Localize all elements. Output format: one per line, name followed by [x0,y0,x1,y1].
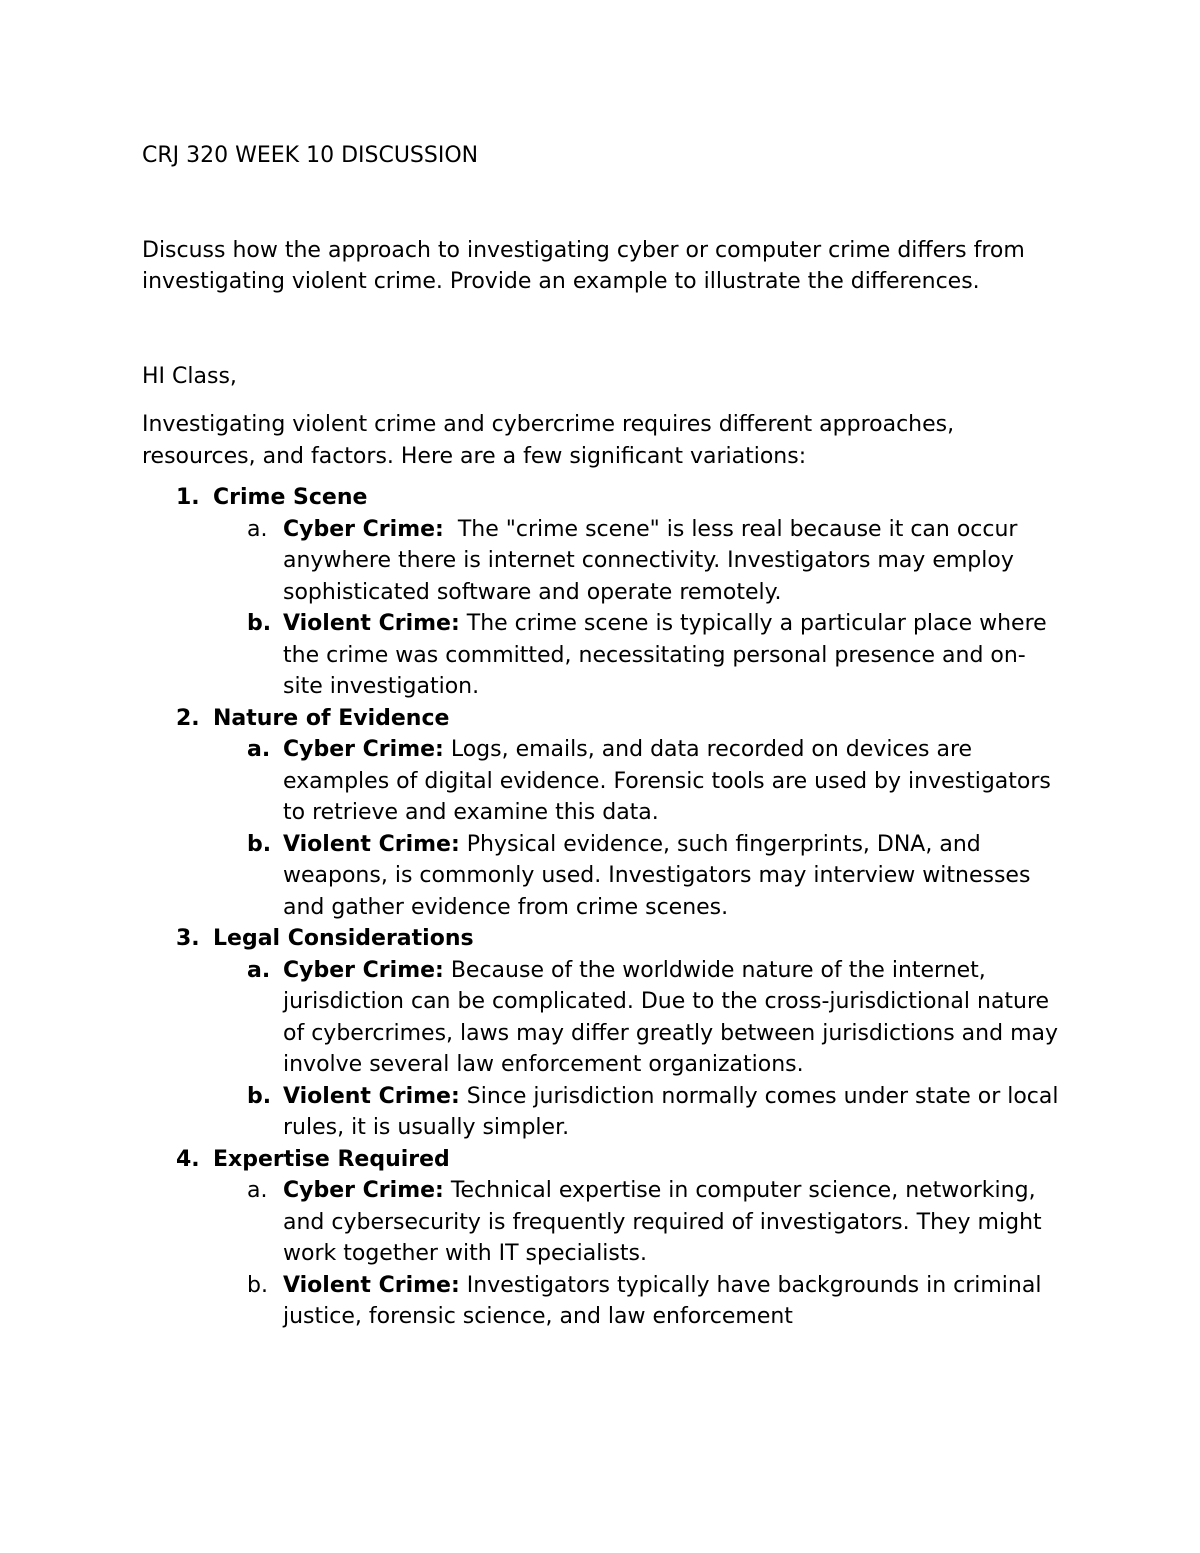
sub-item-letter: b. [247,611,272,636]
section-number: 1. [176,485,200,510]
intro-paragraph: Investigating violent crime and cybercrime requires different approaches, resources, and factors. Here are a few significant variations: [142,412,955,469]
document-page [142,140,1062,1333]
sub-item-text: Logs, emails, and data recorded on devices are examples of digital evidence. Forensic tools are used by investigators to retrieve and examine this data. [283,737,1051,825]
discussion-prompt: Discuss how the approach to investigating cyber or computer crime differs from investigating violent crime. Provide an example to illustrate the differences. [142,237,1025,294]
sub-item-violent-crime [213,1270,1062,1333]
sub-list [213,514,1062,703]
sub-item-text: Investigators typically have backgrounds in criminal justice, forensic science, and law enforcement [283,1272,1042,1329]
sub-item-label: Violent Crime: [283,1272,460,1298]
section-number: 3. [176,926,200,951]
sub-item-label: Cyber Crime: [283,516,444,542]
sub-list [213,734,1062,923]
sub-item-violent-crime [213,1081,1062,1144]
sub-item-text: Technical expertise in computer science, networking, and cybersecurity is frequently required of investigators. They might work together with IT specialists. [283,1178,1042,1266]
sub-item-cyber-crime [213,955,1062,1081]
sub-item-cyber-crime [213,1175,1062,1270]
sub-item-letter: b. [247,1272,268,1298]
sub-item-cyber-crime [213,734,1062,829]
sub-item-violent-crime [213,829,1062,924]
section-expertise-required [142,1144,1062,1333]
sub-item-letter: a. [247,737,271,762]
sub-item-letter: a. [247,957,271,983]
sub-item-letter: b. [247,1083,272,1109]
section-legal-considerations [142,923,1062,1144]
sub-item-violent-crime [213,608,1062,703]
sub-item-label: Cyber Crime: [283,1178,444,1203]
greeting: HI Class, [142,363,237,389]
sub-item-label: Cyber Crime: [283,957,444,983]
sub-item-letter: a. [247,1178,268,1203]
comparison-list [142,482,1062,1333]
section-heading: Nature of Evidence [213,705,450,731]
section-heading: Legal Considerations [213,926,474,951]
sub-item-label: Violent Crime: [283,611,460,636]
sub-item-cyber-crime [213,514,1062,609]
section-number: 2. [176,705,200,731]
section-nature-of-evidence [142,703,1062,924]
sub-item-letter: b. [247,831,272,857]
sub-item-text: Since jurisdiction normally comes under state or local rules, it is usually simpler. [283,1083,1059,1140]
sub-item-label: Violent Crime: [283,831,460,857]
section-heading: Expertise Required [213,1146,450,1172]
sub-item-label: Cyber Crime: [283,737,444,762]
sub-item-letter: a. [247,516,268,542]
section-heading: Crime Scene [213,485,368,510]
section-crime-scene [142,482,1062,703]
section-number: 4. [176,1146,200,1172]
sub-item-text: Because of the worldwide nature of the internet, jurisdiction can be complicated. Due to the cross-jurisdictional nature of cybercrimes, laws may differ greatly between jurisdictions and may involve several law enforcement organizations. [283,957,1058,1077]
sub-item-text: The "crime scene" is less real because it can occur anywhere there is internet connectivity. Investigators may employ sophisticated software and operate remotely. [283,516,1025,605]
sub-list [213,1175,1062,1333]
sub-item-text: Physical evidence, such fingerprints, DNA, and weapons, is commonly used. Investigators may interview witnesses and gather evidence from crime scenes. [283,831,1031,920]
document-title: CRJ 320 WEEK 10 DISCUSSION [142,143,479,168]
sub-item-label: Violent Crime: [283,1083,460,1109]
sub-item-text: The crime scene is typically a particular place where the crime was committed, necessitating personal presence and on-site investigation. [283,611,1047,699]
sub-list [213,955,1062,1144]
